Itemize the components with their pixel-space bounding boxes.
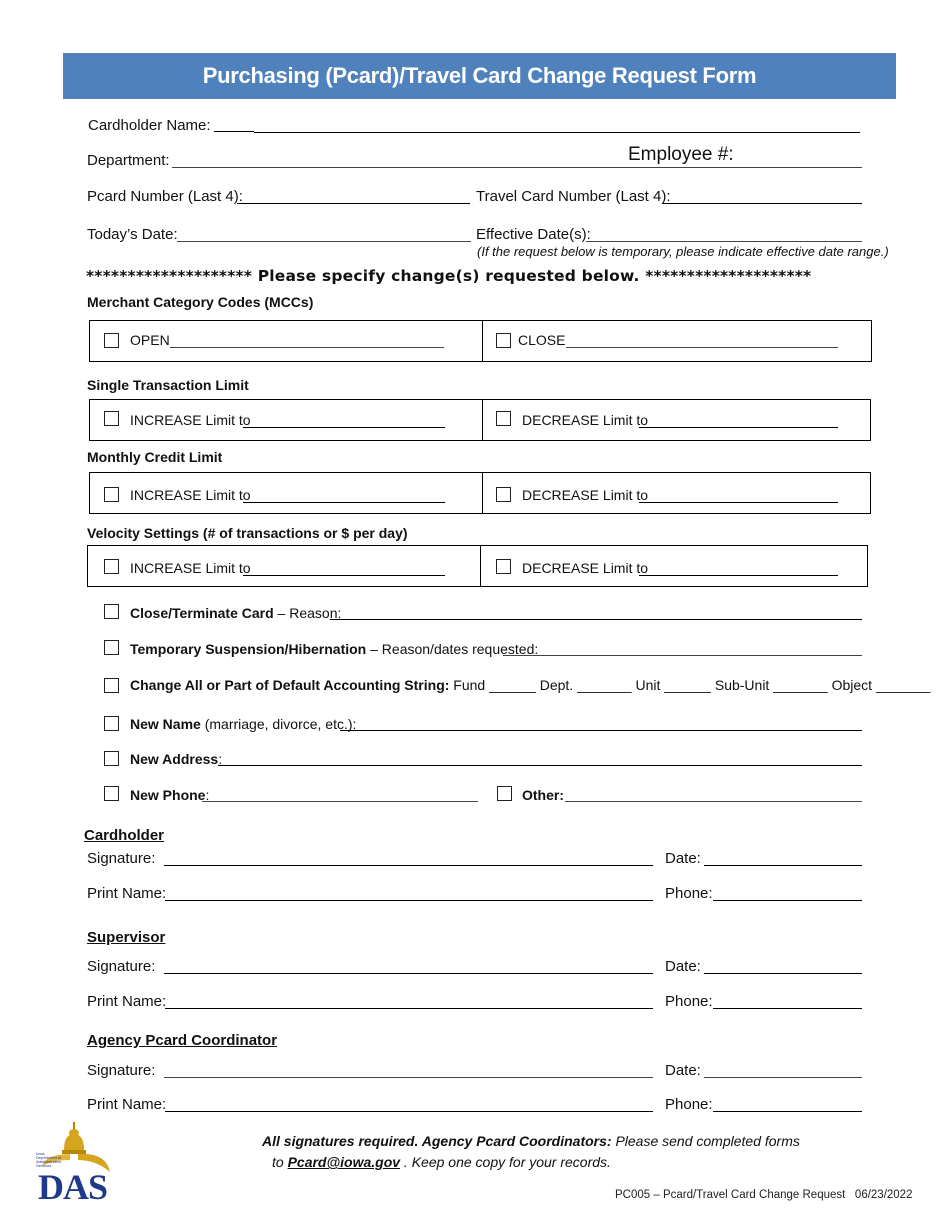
cardholder-date-field[interactable]: [704, 865, 862, 866]
todays-date-label: Today’s Date:: [87, 226, 178, 243]
monthly-limit-box: [89, 472, 871, 514]
single-limit-section-title: Single Transaction Limit: [87, 377, 249, 393]
mcc-divider: [482, 321, 483, 361]
new-address-colon: :: [218, 751, 223, 767]
coordinator-print-name-field[interactable]: [165, 1111, 653, 1112]
effective-dates-label: Effective Date(s):: [476, 226, 591, 243]
cardholder-print-name-label: Print Name:: [87, 885, 167, 902]
monthly-increase-label: INCREASE Limit to: [130, 487, 251, 503]
supervisor-heading: Supervisor: [87, 929, 166, 946]
cardholder-signature-field[interactable]: [164, 865, 653, 866]
single-decrease-field[interactable]: [639, 427, 838, 428]
form-title-banner: [63, 53, 896, 99]
cardholder-name-label: Cardholder Name:: [88, 117, 211, 134]
new-phone-field[interactable]: [202, 801, 478, 802]
monthly-limit-divider: [482, 473, 483, 513]
new-phone-option: [130, 787, 209, 803]
travel-card-number-field[interactable]: [663, 203, 862, 204]
effective-dates-note: (If the request below is temporary, please indicate effective date range.): [477, 244, 889, 259]
velocity-divider: [480, 546, 481, 586]
stars-right: ********************: [645, 267, 812, 285]
supervisor-signature-label: Signature:: [87, 958, 156, 975]
cardholder-name-field-short[interactable]: [214, 131, 254, 132]
other-label: Other:: [522, 787, 564, 803]
monthly-increase-checkbox[interactable]: [104, 487, 119, 502]
employee-number-label: Employee #:: [628, 144, 734, 165]
single-increase-checkbox[interactable]: [104, 411, 119, 426]
monthly-increase-field[interactable]: [243, 502, 445, 503]
single-increase-field[interactable]: [243, 427, 445, 428]
pcard-email-link[interactable]: Pcard@iowa.gov: [287, 1154, 401, 1170]
cardholder-phone-field[interactable]: [713, 900, 862, 901]
cardholder-name-field[interactable]: [254, 132, 860, 133]
accounting-string-checkbox[interactable]: [104, 678, 119, 693]
travel-card-number-label: Travel Card Number (Last 4):: [476, 188, 671, 205]
coordinator-print-name-label: Print Name:: [87, 1096, 167, 1113]
department-label: Department:: [87, 152, 170, 169]
coordinator-date-field[interactable]: [704, 1077, 862, 1078]
mcc-section-title: Merchant Category Codes (MCCs): [87, 294, 314, 310]
monthly-decrease-field[interactable]: [639, 502, 838, 503]
new-phone-bold: New Phone: [130, 787, 206, 803]
suspension-reason-field[interactable]: [503, 655, 862, 656]
coordinator-phone-field[interactable]: [713, 1111, 862, 1112]
supervisor-date-field[interactable]: [704, 973, 862, 974]
coordinator-heading: Agency Pcard Coordinator: [87, 1032, 278, 1049]
monthly-decrease-label: DECREASE Limit to: [522, 487, 649, 503]
stars-left: ********************: [86, 267, 253, 285]
velocity-increase-label: INCREASE Limit to: [130, 560, 251, 576]
mcc-open-field[interactable]: [170, 347, 444, 348]
logo-text: DAS: [38, 1167, 108, 1207]
new-name-option: [130, 716, 356, 732]
suspension-checkbox[interactable]: [104, 640, 119, 655]
close-card-reason-field[interactable]: [330, 619, 862, 620]
supervisor-phone-label: Phone:: [665, 993, 713, 1010]
single-decrease-label: DECREASE Limit to: [522, 412, 649, 428]
form-title: Purchasing (Pcard)/Travel Card Change Request Form: [202, 63, 757, 88]
das-logo: [36, 1120, 114, 1210]
velocity-increase-field[interactable]: [243, 575, 445, 576]
coordinator-phone-label: Phone:: [665, 1096, 713, 1113]
cardholder-print-name-field[interactable]: [165, 900, 653, 901]
mcc-open-label: OPEN: [130, 332, 170, 348]
close-card-option: [130, 605, 341, 621]
monthly-limit-section-title: Monthly Credit Limit: [87, 449, 223, 465]
department-field[interactable]: [172, 167, 862, 168]
monthly-decrease-checkbox[interactable]: [496, 487, 511, 502]
pcard-number-label: Pcard Number (Last 4):: [87, 188, 243, 205]
footer-rest: Please send completed forms: [611, 1133, 800, 1149]
other-field[interactable]: [565, 801, 862, 802]
new-phone-checkbox[interactable]: [104, 786, 119, 801]
mcc-open-checkbox[interactable]: [104, 333, 119, 348]
velocity-decrease-field[interactable]: [639, 575, 838, 576]
new-name-checkbox[interactable]: [104, 716, 119, 731]
single-limit-divider: [482, 400, 483, 440]
supervisor-signature-field[interactable]: [164, 973, 653, 974]
single-decrease-checkbox[interactable]: [496, 411, 511, 426]
new-address-option: [130, 751, 222, 767]
todays-date-field[interactable]: [177, 241, 471, 242]
logo-subtext: Iowa Department of Administrative Services: [36, 1151, 62, 1168]
new-name-note: (marriage, divorce, etc.):: [200, 716, 357, 732]
suspension-bold: Temporary Suspension/Hibernation: [130, 641, 367, 657]
effective-dates-field[interactable]: [586, 241, 862, 242]
mcc-close-checkbox[interactable]: [496, 333, 511, 348]
instruction-text: Please specify change(s) requested below.: [257, 267, 640, 285]
cardholder-heading: Cardholder: [84, 827, 165, 844]
form-id: PC005 – Pcard/Travel Card Change Request 06/23/2022: [615, 1189, 913, 1201]
supervisor-phone-field[interactable]: [713, 1008, 862, 1009]
cardholder-signature-label: Signature:: [87, 850, 156, 867]
supervisor-date-label: Date:: [665, 958, 701, 975]
new-name-bold: New Name: [130, 716, 201, 732]
supervisor-print-name-field[interactable]: [165, 1008, 653, 1009]
single-limit-box: [89, 399, 871, 441]
mcc-box: [89, 320, 872, 362]
footer-line-2: [272, 1154, 611, 1170]
footer-to: to: [272, 1154, 288, 1170]
footer-line-1: [262, 1133, 800, 1149]
new-name-field[interactable]: [340, 730, 862, 731]
cardholder-phone-label: Phone:: [665, 885, 713, 902]
velocity-section-title: Velocity Settings (# of transactions or $ per day): [87, 525, 408, 541]
suspension-reason-label: – Reason/dates requested:: [366, 641, 539, 657]
suspension-option: [130, 641, 538, 657]
footer-after-email: . Keep one copy for your records.: [400, 1154, 611, 1170]
coordinator-signature-label: Signature:: [87, 1062, 156, 1079]
new-address-bold: New Address: [130, 751, 219, 767]
accounting-string-fields: Fund ______ Dept. _______ Unit ______ Sub-Unit _______ Object _______: [449, 677, 931, 693]
footer-bold: All signatures required. Agency Pcard Coordinators:: [262, 1133, 612, 1149]
mcc-close-field[interactable]: [566, 347, 838, 348]
mcc-close-label: CLOSE: [518, 332, 566, 348]
close-card-bold: Close/Terminate Card: [130, 605, 274, 621]
single-increase-label: INCREASE Limit to: [130, 412, 251, 428]
instruction-line: [86, 267, 811, 285]
velocity-decrease-checkbox[interactable]: [496, 559, 511, 574]
close-card-checkbox[interactable]: [104, 604, 119, 619]
velocity-box: [87, 545, 868, 587]
accounting-string-option: [130, 677, 930, 693]
accounting-string-bold: Change All or Part of Default Accounting String:: [130, 677, 450, 693]
new-phone-colon: :: [205, 787, 210, 803]
new-address-field[interactable]: [218, 765, 862, 766]
new-address-checkbox[interactable]: [104, 751, 119, 766]
supervisor-print-name-label: Print Name:: [87, 993, 167, 1010]
pcard-number-field[interactable]: [237, 203, 470, 204]
velocity-increase-checkbox[interactable]: [104, 559, 119, 574]
velocity-decrease-label: DECREASE Limit to: [522, 560, 649, 576]
close-card-reason-label: – Reason:: [273, 605, 342, 621]
coordinator-date-label: Date:: [665, 1062, 701, 1079]
cardholder-date-label: Date:: [665, 850, 701, 867]
other-checkbox[interactable]: [497, 786, 512, 801]
coordinator-signature-field[interactable]: [164, 1077, 653, 1078]
